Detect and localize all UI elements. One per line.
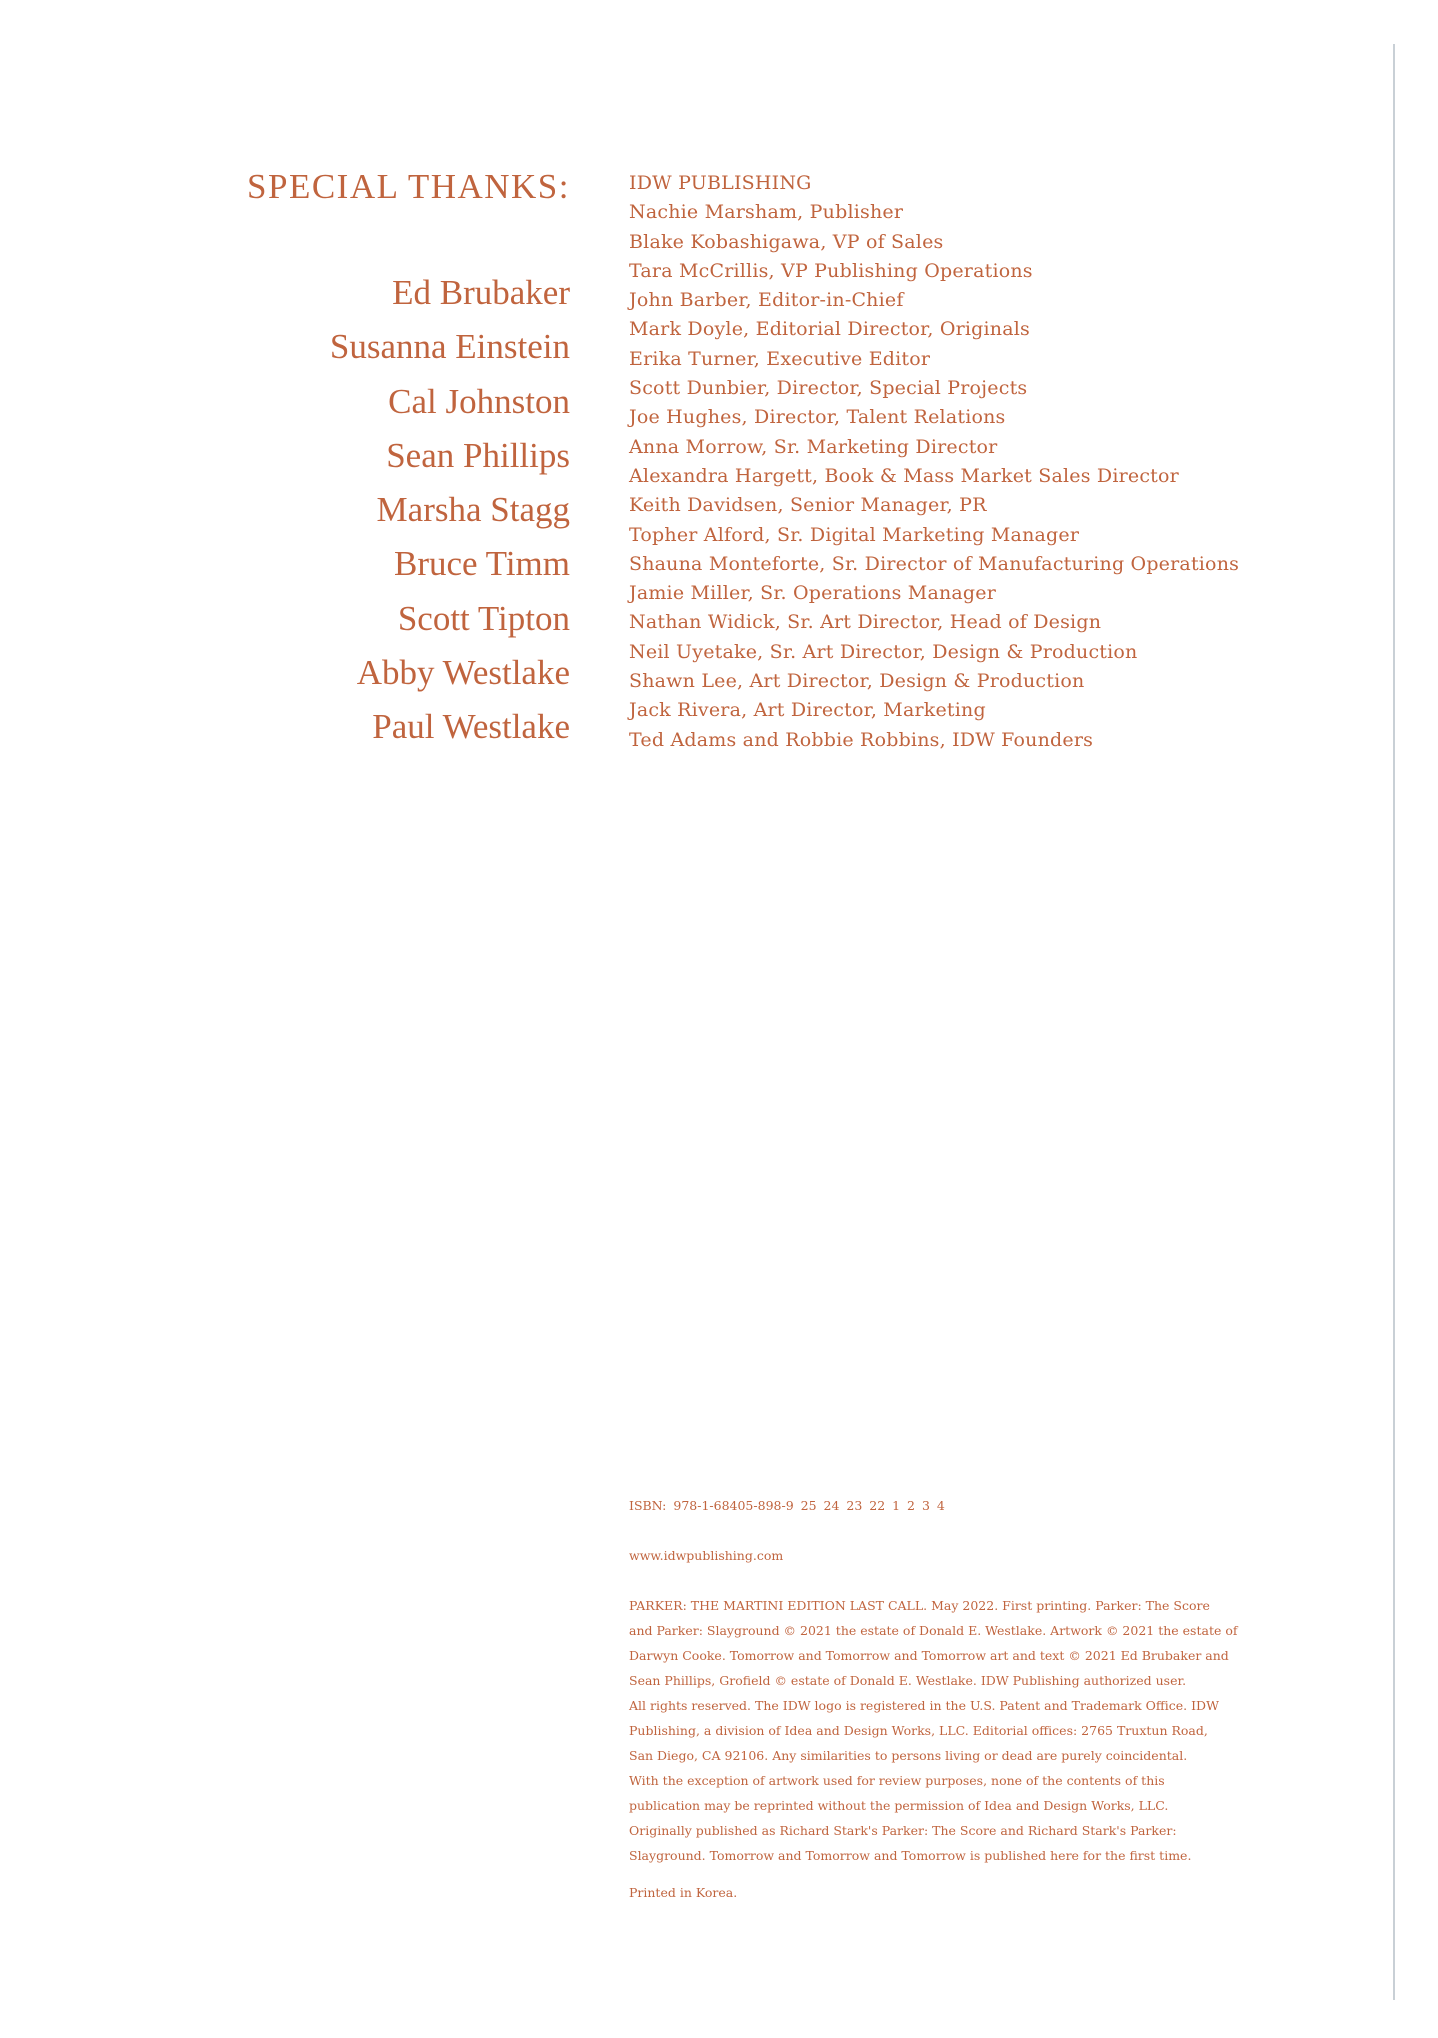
idw-staff-section <box>629 169 1349 755</box>
thanks-name: Paul Westlake <box>372 707 570 747</box>
legal-line: and Parker: Slayground © 2021 the estate of Donald E. Westlake. Artwork © 2021 the estate of <box>629 1623 1238 1638</box>
website-url: www.idwpublishing.com <box>629 1548 784 1563</box>
isbn-line: ISBN: 978-1-68405-898-9 25 24 23 22 1 2 3 4 <box>629 1498 945 1513</box>
thanks-name: Ed Brubaker <box>392 273 570 312</box>
staff-line: Jack Rivera, Art Director, Marketing <box>629 699 986 722</box>
staff-line: Shawn Lee, Art Director, Design & Production <box>629 670 1085 693</box>
staff-line: Erika Turner, Executive Editor <box>629 347 931 370</box>
staff-line: Jamie Miller, Sr. Operations Manager <box>629 582 997 605</box>
legal-line: All rights reserved. The IDW logo is registered in the U.S. Patent and Trademark Office. IDW <box>629 1698 1219 1713</box>
legal-line: Publishing, a division of Idea and Design Works, LLC. Editorial offices: 2765 Truxtun Road, <box>629 1723 1208 1738</box>
staff-line: Neil Uyetake, Sr. Art Director, Design & Production <box>629 640 1138 663</box>
special-thanks-heading: SPECIAL THANKS: <box>247 167 570 206</box>
printed-in-line: Printed in Korea. <box>629 1885 738 1900</box>
thanks-name: Marsha Stagg <box>376 490 570 530</box>
legal-line: With the exception of artwork used for review purposes, none of the contents of this <box>629 1773 1165 1788</box>
legal-line: Darwyn Cooke. Tomorrow and Tomorrow and Tomorrow art and text © 2021 Ed Brubaker and <box>629 1648 1229 1663</box>
staff-line: Nathan Widick, Sr. Art Director, Head of Design <box>629 611 1102 634</box>
staff-line: Scott Dunbier, Director, Special Projects <box>629 377 1028 400</box>
special-thanks-list <box>180 266 570 755</box>
legal-line: Slayground. Tomorrow and Tomorrow and Tomorrow is published here for the first time. <box>629 1848 1192 1863</box>
staff-line: John Barber, Editor-in-Chief <box>629 289 904 312</box>
legal-notice <box>629 1593 1309 1868</box>
thanks-name: Bruce Timm <box>393 544 570 584</box>
thanks-name: Sean Phillips <box>386 435 570 475</box>
legal-line: San Diego, CA 92106. Any similarities to persons living or dead are purely coincidental. <box>629 1748 1188 1763</box>
idw-heading: IDW PUBLISHING <box>629 172 812 194</box>
staff-line: Ted Adams and Robbie Robbins, IDW Founders <box>629 728 1094 751</box>
legal-line: Originally published as Richard Stark's Parker: The Score and Richard Stark's Parker: <box>629 1823 1177 1838</box>
legal-line: publication may be reprinted without the permission of Idea and Design Works, LLC. <box>629 1798 1169 1813</box>
thanks-name: Cal Johnston <box>388 381 570 421</box>
staff-line: Mark Doyle, Editorial Director, Originals <box>629 318 1031 341</box>
legal-line: PARKER: THE MARTINI EDITION LAST CALL. May 2022. First printing. Parker: The Score <box>629 1598 1210 1613</box>
staff-line: Anna Morrow, Sr. Marketing Director <box>629 435 998 458</box>
thanks-name: Scott Tipton <box>397 598 570 638</box>
staff-line: Keith Davidsen, Senior Manager, PR <box>629 494 987 517</box>
page-margin-rule <box>1393 44 1395 2000</box>
staff-line: Tara McCrillis, VP Publishing Operations <box>629 259 1033 282</box>
staff-line: Nachie Marsham, Publisher <box>629 201 904 224</box>
staff-line: Blake Kobashigawa, VP of Sales <box>629 230 944 253</box>
legal-line: Sean Phillips, Grofield © estate of Donald E. Westlake. IDW Publishing authorized user. <box>629 1673 1187 1688</box>
thanks-name: Abby Westlake <box>356 653 570 693</box>
staff-line: Joe Hughes, Director, Talent Relations <box>629 406 1006 429</box>
staff-line: Topher Alford, Sr. Digital Marketing Manager <box>629 523 1080 546</box>
staff-line: Shauna Monteforte, Sr. Director of Manufacturing Operations <box>629 552 1240 575</box>
thanks-name: Susanna Einstein <box>329 327 570 367</box>
special-thanks-section <box>180 163 570 755</box>
staff-line: Alexandra Hargett, Book & Mass Market Sales Director <box>629 464 1179 487</box>
